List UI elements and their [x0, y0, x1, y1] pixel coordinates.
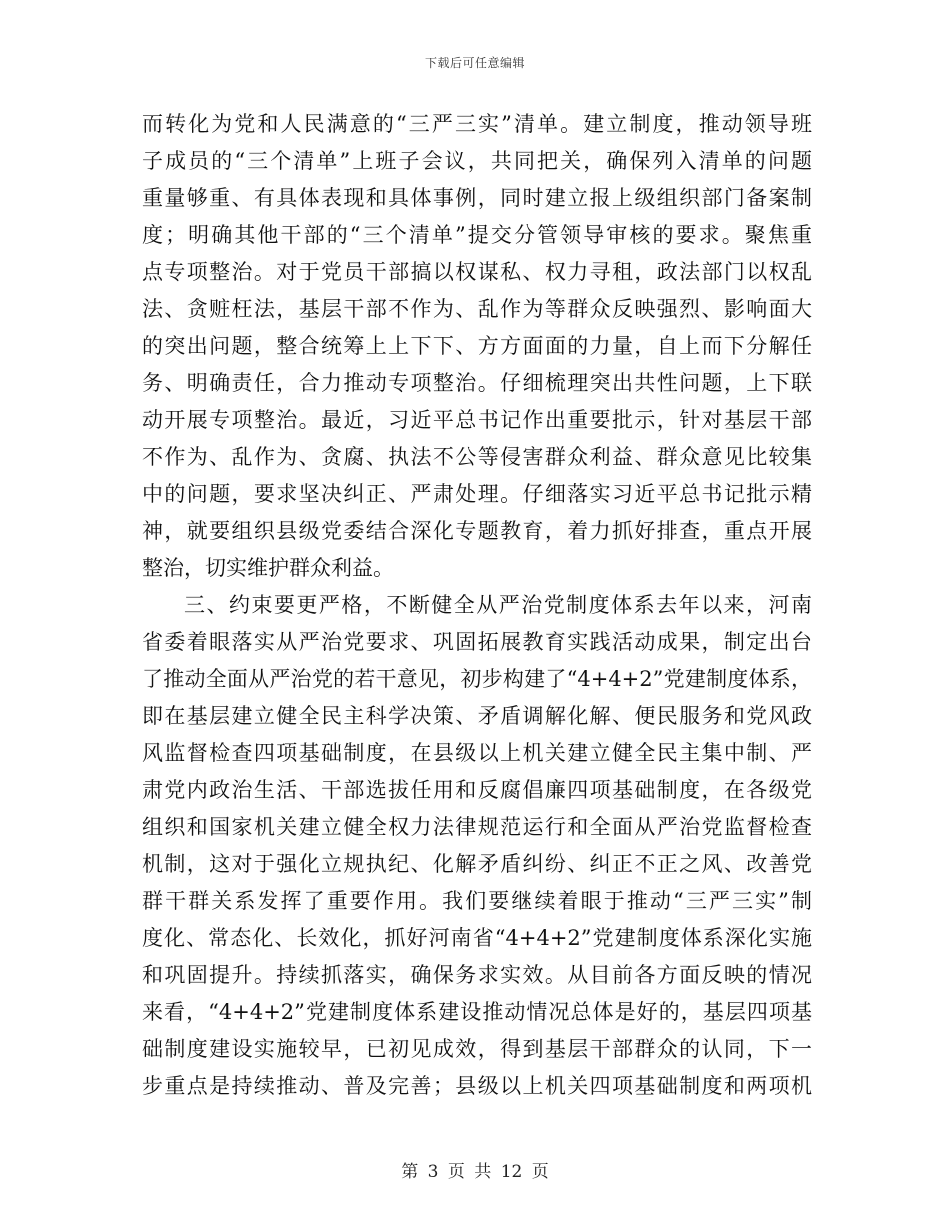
- text-line: 的突出问题，整合统筹上上下下、方方面面的力量，自上而下分解任: [142, 334, 812, 358]
- text-line: 省委着眼落实从严治党要求、巩固拓展教育实践活动成果，制定出台: [142, 630, 812, 654]
- text-line: 和巩固提升。持续抓落实，确保务求实效。从目前各方面反映的情况: [142, 963, 812, 987]
- text-line: 了推动全面从严治党的若干意见，初步构建了“4+4+2”党建制度体系，: [142, 667, 812, 691]
- text-line: 度化、常态化、长效化，抓好河南省“4+4+2”党建制度体系深化实施: [142, 926, 812, 950]
- text-line: 重量够重、有具体表现和具体事例，同时建立报上级组织部门备案制: [142, 186, 812, 210]
- text-line: 风监督检查四项基础制度，在县级以上机关建立健全民主集中制、严: [142, 741, 812, 765]
- text-line: 组织和国家机关建立健全权力法律规范运行和全面从严治党监督检查: [142, 815, 812, 839]
- text-line: 整治，切实维护群众利益。: [142, 556, 394, 580]
- text-line: 神，就要组织县级党委结合深化专题教育，着力抓好排查，重点开展: [142, 519, 812, 543]
- text-line: 度；明确其他干部的“三个清单”提交分管领导审核的要求。聚焦重: [142, 223, 812, 247]
- text-line: 子成员的“三个清单”上班子会议，共同把关，确保列入清单的问题: [142, 149, 812, 173]
- page-number: 第 3 页 共 12 页: [401, 1162, 549, 1182]
- text-line: 而转化为党和人民满意的“三严三实”清单。建立制度，推动领导班: [142, 112, 812, 136]
- text-line: 群干群关系发挥了重要作用。我们要继续着眼于推动“三严三实”制: [142, 889, 812, 913]
- body-text: [142, 106, 812, 1105]
- text-line: 动开展专项整治。最近，习近平总书记作出重要批示，针对基层干部: [142, 408, 812, 432]
- text-line: 即在基层建立健全民主科学决策、矛盾调解化解、便民服务和党风政: [142, 704, 812, 728]
- text-line: 法、贪赃枉法，基层干部不作为、乱作为等群众反映强烈、影响面大: [142, 297, 812, 321]
- text-line: 步重点是持续推动、普及完善；县级以上机关四项基础制度和两项机: [142, 1074, 812, 1098]
- text-line: 机制，这对于强化立规执纪、化解矛盾纠纷、纠正不正之风、改善党: [142, 852, 812, 876]
- text-line: 础制度建设实施较早，已初见成效，得到基层干部群众的认同，下一: [142, 1037, 812, 1061]
- text-line: 来看，“4+4+2”党建制度体系建设推动情况总体是好的，基层四项基: [142, 1000, 812, 1024]
- text-line: 肃党内政治生活、干部选拔任用和反腐倡廉四项基础制度，在各级党: [142, 778, 812, 802]
- page-header-note: 下载后可任意编辑: [424, 56, 525, 70]
- text-line: 中的问题，要求坚决纠正、严肃处理。仔细落实习近平总书记批示精: [142, 482, 812, 506]
- text-line: 点专项整治。对于党员干部搞以权谋私、权力寻租，政法部门以权乱: [142, 260, 812, 284]
- section-heading-line: 三、约束要更严格，不断健全从严治党制度体系去年以来，河南: [184, 593, 812, 617]
- text-line: 不作为、乱作为、贪腐、执法不公等侵害群众利益、群众意见比较集: [142, 445, 812, 469]
- text-line: 务、明确责任，合力推动专项整治。仔细梳理突出共性问题，上下联: [142, 371, 812, 395]
